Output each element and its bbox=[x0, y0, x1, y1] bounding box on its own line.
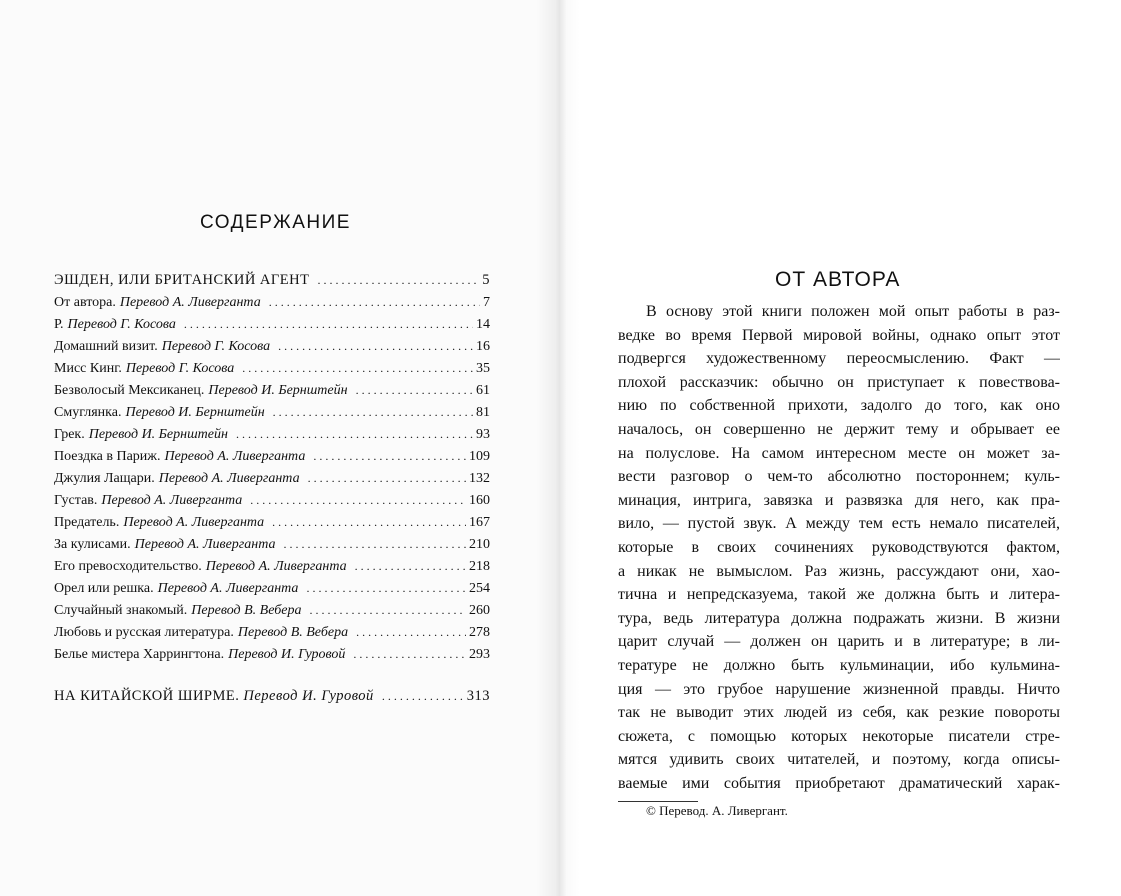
toc-entry-translator: Перевод Г. Косова bbox=[125, 361, 235, 376]
toc-entry-title: Случайный знакомый. bbox=[54, 603, 188, 618]
text-line: которые в своих сочинениях руководствуются фактом, bbox=[618, 538, 1060, 556]
toc-entry-page: 132 bbox=[469, 471, 490, 486]
text-line: плохой рассказчик: обычно он приступает к повествова- bbox=[618, 373, 1060, 391]
text-line: на полуслове. На самом интересном месте он может за- bbox=[618, 444, 1060, 462]
text-line: началось, он совершенно не держит тему и обрывает ее bbox=[618, 420, 1060, 438]
toc-entry bbox=[54, 577, 490, 599]
toc-entry-page: 5 bbox=[482, 272, 490, 288]
contents-list bbox=[54, 269, 490, 707]
toc-entry-page: 210 bbox=[469, 537, 490, 552]
text-line: тературе не должно быть кульминации, ибо кульмина- bbox=[618, 656, 1060, 674]
toc-entry-page: 313 bbox=[466, 688, 490, 704]
toc-entry-page: 167 bbox=[469, 515, 490, 530]
toc-leader-dots bbox=[313, 445, 466, 467]
text-line: царит случай — должен он царить и в литературе; в ли- bbox=[618, 633, 1060, 651]
toc-entry-translator: Перевод А. Ливерганта bbox=[123, 515, 265, 530]
text-line: вило, — пустой звук. А между тем есть немало писателей, bbox=[618, 515, 1060, 533]
toc-leader-dots bbox=[317, 269, 479, 291]
toc-leader-dots bbox=[272, 511, 466, 533]
toc-entry bbox=[54, 291, 490, 313]
toc-entry bbox=[54, 533, 490, 555]
toc-entry bbox=[54, 335, 490, 357]
toc-entry-title: Мисс Кинг. bbox=[54, 361, 122, 376]
text-line: минация, интрига, завязка и развязка для него, как пра- bbox=[618, 491, 1060, 509]
toc-entry-page: 81 bbox=[476, 405, 490, 420]
toc-entry-translator: Перевод А. Ливерганта bbox=[164, 449, 306, 464]
toc-entry-title: ЭШДЕН, ИЛИ БРИТАНСКИЙ АГЕНТ bbox=[54, 272, 310, 288]
toc-entry-page: 254 bbox=[469, 581, 490, 596]
toc-entry bbox=[54, 599, 490, 621]
text-line: нию по собственной прихоти, задолго до того, как оно bbox=[618, 397, 1060, 415]
toc-leader-dots bbox=[242, 357, 473, 379]
toc-entry-title: Белье мистера Харрингтона. bbox=[54, 647, 225, 662]
toc-entry-translator: Перевод И. Бернштейн bbox=[125, 405, 265, 420]
text-line: В основу этой книги положен мой опыт работы в раз- bbox=[646, 303, 1060, 320]
toc-leader-dots bbox=[273, 401, 473, 423]
toc-leader-dots bbox=[278, 335, 473, 357]
toc-entry bbox=[54, 467, 490, 489]
toc-entry-translator: Перевод И. Гуровой bbox=[228, 647, 346, 662]
toc-entry bbox=[54, 643, 490, 665]
toc-entry-title: Смуглянка. bbox=[54, 405, 122, 420]
toc-entry-page: 278 bbox=[469, 625, 490, 640]
toc-leader-dots bbox=[353, 643, 466, 665]
toc-entry bbox=[54, 511, 490, 533]
toc-entry bbox=[54, 489, 490, 511]
toc-entry bbox=[54, 685, 490, 707]
toc-entry-translator: Перевод А. Ливерганта bbox=[134, 537, 276, 552]
toc-leader-dots bbox=[184, 313, 473, 335]
toc-entry bbox=[54, 555, 490, 577]
text-line: ваемые ими события приобретают драматический харак- bbox=[618, 774, 1060, 792]
toc-leader-dots bbox=[356, 621, 466, 643]
toc-entry-page: 61 bbox=[476, 383, 490, 398]
toc-entry bbox=[54, 269, 490, 291]
chapter-title: ОТ АВТОРА bbox=[775, 268, 901, 291]
text-line: сюжета, с помощью которых некоторые писатели стре- bbox=[618, 727, 1060, 745]
toc-entry-translator: Перевод А. Ливерганта bbox=[119, 295, 261, 310]
toc-entry-title: Безволосый Мексиканец. bbox=[54, 383, 205, 398]
toc-entry-page: 7 bbox=[483, 295, 490, 310]
toc-entry-page: 14 bbox=[476, 317, 490, 332]
toc-leader-dots bbox=[269, 291, 480, 313]
toc-leader-dots bbox=[284, 533, 467, 555]
toc-entry bbox=[54, 401, 490, 423]
toc-entry-title: Его превосходительство. bbox=[54, 559, 202, 574]
toc-entry bbox=[54, 621, 490, 643]
toc-entry-page: 260 bbox=[469, 603, 490, 618]
toc-entry-title: Густав. bbox=[54, 493, 98, 508]
toc-entry-title: За кулисами. bbox=[54, 537, 131, 552]
toc-entry-page: 160 bbox=[469, 493, 490, 508]
toc-entry-page: 16 bbox=[476, 339, 490, 354]
toc-entry-title: От автора. bbox=[54, 295, 116, 310]
toc-entry-title: Грек. bbox=[54, 427, 85, 442]
toc-leader-dots bbox=[310, 599, 467, 621]
toc-leader-dots bbox=[250, 489, 466, 511]
toc-entry-translator: Перевод А. Ливерганта bbox=[157, 581, 299, 596]
toc-entry-title: Домашний визит. bbox=[54, 339, 158, 354]
contents-page bbox=[0, 0, 560, 896]
toc-entry bbox=[54, 379, 490, 401]
toc-entry-page: 109 bbox=[469, 449, 490, 464]
text-line: а никак не вымыслом. Раз жизнь, рассуждают они, хао- bbox=[618, 562, 1060, 580]
toc-entry-title: Джулия Лащари. bbox=[54, 471, 155, 486]
toc-leader-dots bbox=[356, 379, 473, 401]
toc-entry-translator: Перевод Г. Косова bbox=[67, 317, 176, 332]
toc-leader-dots bbox=[308, 467, 466, 489]
contents-title: СОДЕРЖАНИЕ bbox=[200, 212, 351, 233]
toc-entry-title: Любовь и русская литература. bbox=[54, 625, 234, 640]
toc-entry-translator: Перевод А. Ливерганта bbox=[205, 559, 347, 574]
toc-entry-translator: Перевод А. Ливерганта bbox=[101, 493, 243, 508]
text-line: тична и непредсказуема, такой же должна быть и литера- bbox=[618, 586, 1060, 604]
toc-leader-dots bbox=[355, 555, 466, 577]
toc-entry-translator: Перевод В. Вебера bbox=[237, 625, 349, 640]
toc-entry-title: Р. bbox=[54, 317, 64, 332]
toc-leader-dots bbox=[306, 577, 466, 599]
toc-entry-translator: Перевод Г. Косова bbox=[161, 339, 271, 354]
toc-entry-title: Орел или решка. bbox=[54, 581, 154, 596]
footnote-rule bbox=[618, 801, 698, 802]
toc-entry-page: 293 bbox=[469, 647, 490, 662]
text-line: ция — это грубое нарушение жизненной правды. Ничто bbox=[618, 680, 1060, 698]
author-page-text bbox=[618, 300, 1060, 795]
toc-leader-dots bbox=[382, 685, 464, 707]
toc-entry-page: 35 bbox=[476, 361, 490, 376]
toc-entry-translator: Перевод В. Вебера bbox=[191, 603, 302, 618]
toc-gap bbox=[54, 665, 490, 685]
toc-entry bbox=[54, 445, 490, 467]
toc-entry-translator: Перевод И. Бернштейн bbox=[208, 383, 348, 398]
toc-entry-title: Поездка в Париж. bbox=[54, 449, 161, 464]
text-line: ведке во время Первой мировой войны, однако опыт этот bbox=[618, 326, 1060, 344]
text-line: подвергся художественному переосмыслению. Факт — bbox=[618, 350, 1060, 368]
toc-entry bbox=[54, 357, 490, 379]
toc-entry-translator: Перевод И. Бернштейн bbox=[88, 427, 228, 442]
toc-entry-title: Предатель. bbox=[54, 515, 120, 530]
text-line: мятся удивить своих читателей, и поэтому, когда описы- bbox=[618, 751, 1060, 769]
toc-entry-translator: Перевод А. Ливерганта bbox=[158, 471, 300, 486]
text-line: так не выводит этих людей из себя, как резкие повороты bbox=[618, 704, 1060, 722]
toc-entry-page: 93 bbox=[476, 427, 490, 442]
toc-entry-title: НА КИТАЙСКОЙ ШИРМЕ. bbox=[54, 688, 240, 704]
toc-entry-page: 218 bbox=[469, 559, 490, 574]
text-line: вести разговор о чем-то абсолютно постороннем; куль- bbox=[618, 468, 1060, 486]
toc-entry bbox=[54, 423, 490, 445]
toc-entry bbox=[54, 313, 490, 335]
toc-leader-dots bbox=[236, 423, 473, 445]
text-line: тура, ведь литература должна подражать жизни. В жизни bbox=[618, 609, 1060, 627]
footnote: © Перевод. А. Ливергант. bbox=[646, 803, 788, 818]
toc-entry-translator: Перевод И. Гуровой bbox=[243, 688, 374, 704]
